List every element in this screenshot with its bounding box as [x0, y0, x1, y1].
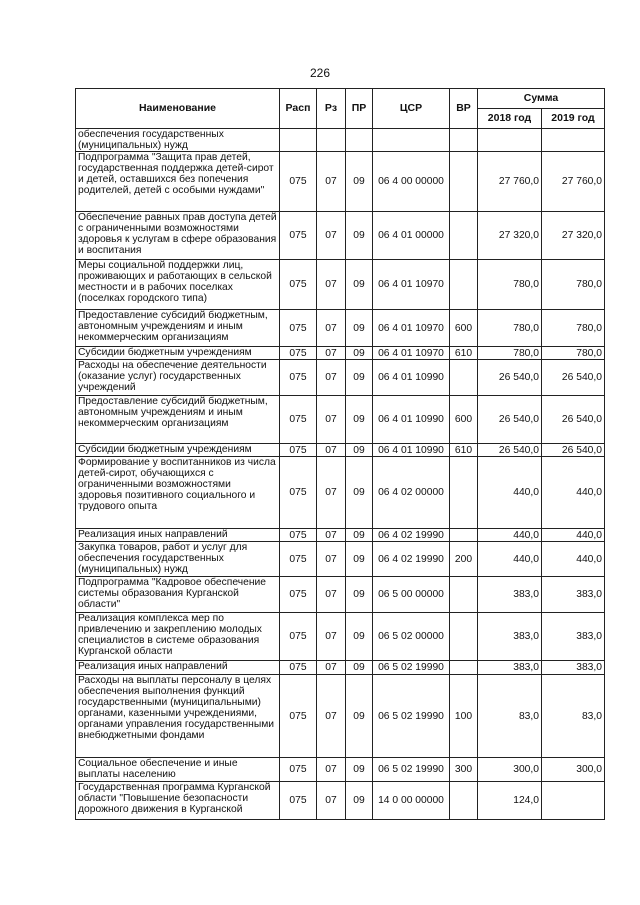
row-rz — [317, 129, 346, 152]
row-csr: 06 4 02 19990 — [373, 542, 450, 577]
row-pr: 09 — [346, 675, 373, 758]
row-rasp: 075 — [280, 529, 317, 542]
row-rasp: 075 — [280, 360, 317, 396]
table-row — [76, 396, 605, 444]
row-sum-2019 — [542, 782, 605, 820]
row-rz: 07 — [317, 661, 346, 675]
row-sum-2018: 83,0 — [478, 675, 542, 758]
header-year-2019: 2019 год — [542, 109, 605, 129]
row-vr — [450, 260, 478, 310]
table-body — [76, 129, 605, 820]
row-name: обеспечения государственных (муниципальных) нужд — [76, 129, 280, 152]
row-csr: 06 5 02 19990 — [373, 661, 450, 675]
row-rasp: 075 — [280, 782, 317, 820]
row-name: Формирование у воспитанников из числа детей-сирот, обучающихся с ограниченными возможностями здоровья позитивного социального и трудового опыта — [76, 457, 280, 529]
row-rz: 07 — [317, 152, 346, 212]
table-row — [76, 260, 605, 310]
row-rasp — [280, 129, 317, 152]
row-vr: 300 — [450, 758, 478, 782]
row-rz: 07 — [317, 577, 346, 613]
row-vr: 610 — [450, 444, 478, 457]
header-rasp: Расп — [280, 89, 317, 129]
row-sum-2019: 440,0 — [542, 529, 605, 542]
row-rasp: 075 — [280, 542, 317, 577]
budget-table — [75, 88, 605, 820]
row-vr — [450, 577, 478, 613]
row-rz: 07 — [317, 542, 346, 577]
row-vr — [450, 212, 478, 260]
row-rz: 07 — [317, 613, 346, 661]
row-rasp: 075 — [280, 212, 317, 260]
row-vr: 610 — [450, 347, 478, 360]
row-sum-2019: 780,0 — [542, 347, 605, 360]
row-rasp: 075 — [280, 152, 317, 212]
row-name: Реализация комплекса мер по привлечению и закреплению молодых специалистов в системе образования Курганской области — [76, 613, 280, 661]
row-sum-2018: 124,0 — [478, 782, 542, 820]
table-row — [76, 310, 605, 347]
row-sum-2019: 26 540,0 — [542, 396, 605, 444]
row-pr: 09 — [346, 758, 373, 782]
row-rz: 07 — [317, 529, 346, 542]
row-name: Подпрограмма "Защита прав детей, государственная поддержка детей-сирот и детей, оставшихся без попечения родителей, детей с особыми нуждами" — [76, 152, 280, 212]
table-row — [76, 577, 605, 613]
row-rasp: 075 — [280, 260, 317, 310]
table-row — [76, 347, 605, 360]
row-sum-2018: 300,0 — [478, 758, 542, 782]
row-pr — [346, 129, 373, 152]
row-name: Подпрограмма "Кадровое обеспечение системы образования Курганской области" — [76, 577, 280, 613]
row-rz: 07 — [317, 212, 346, 260]
row-sum-2018: 440,0 — [478, 457, 542, 529]
row-pr: 09 — [346, 457, 373, 529]
row-rasp: 075 — [280, 396, 317, 444]
table-row — [76, 542, 605, 577]
row-name: Меры социальной поддержки лиц, проживающих и работающих в сельской местности и в рабочих поселках (поселках городского типа) — [76, 260, 280, 310]
row-sum-2018: 780,0 — [478, 310, 542, 347]
row-pr: 09 — [346, 260, 373, 310]
row-name: Субсидии бюджетным учреждениям — [76, 347, 280, 360]
row-sum-2018: 27 760,0 — [478, 152, 542, 212]
row-vr: 600 — [450, 310, 478, 347]
row-rz: 07 — [317, 457, 346, 529]
row-sum-2019: 383,0 — [542, 613, 605, 661]
row-sum-2019: 780,0 — [542, 260, 605, 310]
header-csr: ЦСР — [373, 89, 450, 129]
row-pr: 09 — [346, 347, 373, 360]
row-sum-2018: 383,0 — [478, 661, 542, 675]
row-sum-2019: 383,0 — [542, 577, 605, 613]
row-name: Государственная программа Курганской области "Повышение безопасности дорожного движения в Курганской — [76, 782, 280, 820]
table-row — [76, 782, 605, 820]
row-pr: 09 — [346, 152, 373, 212]
row-rz: 07 — [317, 360, 346, 396]
row-csr: 06 5 02 00000 — [373, 613, 450, 661]
header-pr: ПР — [346, 89, 373, 129]
row-name: Предоставление субсидий бюджетным, автономным учреждениям и иным некоммерческим организациям — [76, 396, 280, 444]
row-rasp: 075 — [280, 661, 317, 675]
row-vr — [450, 129, 478, 152]
row-rasp: 075 — [280, 310, 317, 347]
table-row — [76, 212, 605, 260]
row-sum-2018 — [478, 129, 542, 152]
row-csr: 06 5 00 00000 — [373, 577, 450, 613]
row-rasp: 075 — [280, 577, 317, 613]
row-rz: 07 — [317, 444, 346, 457]
row-rz: 07 — [317, 782, 346, 820]
table-row — [76, 758, 605, 782]
row-sum-2018: 440,0 — [478, 542, 542, 577]
row-sum-2018: 440,0 — [478, 529, 542, 542]
row-vr — [450, 613, 478, 661]
row-pr: 09 — [346, 542, 373, 577]
row-rasp: 075 — [280, 347, 317, 360]
row-name: Закупка товаров, работ и услуг для обеспечения государственных (муниципальных) нужд — [76, 542, 280, 577]
row-vr: 200 — [450, 542, 478, 577]
row-pr: 09 — [346, 444, 373, 457]
row-sum-2018: 383,0 — [478, 613, 542, 661]
row-rz: 07 — [317, 347, 346, 360]
row-csr: 06 4 01 10990 — [373, 396, 450, 444]
row-rasp: 075 — [280, 457, 317, 529]
row-sum-2018: 383,0 — [478, 577, 542, 613]
row-rz: 07 — [317, 758, 346, 782]
row-csr: 06 4 01 10970 — [373, 310, 450, 347]
row-sum-2019: 27 760,0 — [542, 152, 605, 212]
row-pr: 09 — [346, 782, 373, 820]
row-sum-2018: 27 320,0 — [478, 212, 542, 260]
table-row — [76, 661, 605, 675]
row-vr — [450, 661, 478, 675]
row-sum-2019: 26 540,0 — [542, 444, 605, 457]
row-name: Предоставление субсидий бюджетным, автономным учреждениям и иным некоммерческим организациям — [76, 310, 280, 347]
row-rz: 07 — [317, 675, 346, 758]
row-sum-2019: 440,0 — [542, 457, 605, 529]
row-pr: 09 — [346, 360, 373, 396]
table-row — [76, 152, 605, 212]
row-csr — [373, 129, 450, 152]
table-row — [76, 360, 605, 396]
table-row — [76, 444, 605, 457]
row-sum-2019: 83,0 — [542, 675, 605, 758]
row-csr: 06 4 02 19990 — [373, 529, 450, 542]
table-row — [76, 675, 605, 758]
row-rz: 07 — [317, 260, 346, 310]
header-vr: ВР — [450, 89, 478, 129]
row-sum-2019: 300,0 — [542, 758, 605, 782]
row-sum-2019: 26 540,0 — [542, 360, 605, 396]
header-name: Наименование — [76, 89, 280, 129]
row-sum-2018: 780,0 — [478, 260, 542, 310]
row-pr: 09 — [346, 396, 373, 444]
row-csr: 06 5 02 19990 — [373, 758, 450, 782]
row-name: Социальное обеспечение и иные выплаты населению — [76, 758, 280, 782]
row-pr: 09 — [346, 212, 373, 260]
row-pr: 09 — [346, 613, 373, 661]
row-vr — [450, 360, 478, 396]
row-pr: 09 — [346, 529, 373, 542]
row-name: Реализация иных направлений — [76, 529, 280, 542]
table-header — [76, 89, 605, 129]
row-csr: 06 4 01 10970 — [373, 260, 450, 310]
row-vr: 100 — [450, 675, 478, 758]
row-vr — [450, 529, 478, 542]
row-rasp: 075 — [280, 613, 317, 661]
table-row — [76, 457, 605, 529]
row-csr: 06 4 01 00000 — [373, 212, 450, 260]
table-row — [76, 529, 605, 542]
header-year-2018: 2018 год — [478, 109, 542, 129]
row-name: Субсидии бюджетным учреждениям — [76, 444, 280, 457]
row-name: Расходы на выплаты персоналу в целях обеспечения выполнения функций государственными (муниципальными) органами, казенными учреждениями, органами управления государственными внебюджетными фондами — [76, 675, 280, 758]
row-rz: 07 — [317, 396, 346, 444]
row-sum-2019: 383,0 — [542, 661, 605, 675]
row-vr — [450, 457, 478, 529]
row-pr: 09 — [346, 661, 373, 675]
row-sum-2019: 27 320,0 — [542, 212, 605, 260]
row-csr: 14 0 00 00000 — [373, 782, 450, 820]
row-csr: 06 4 01 10990 — [373, 360, 450, 396]
row-csr: 06 4 02 00000 — [373, 457, 450, 529]
row-sum-2019: 440,0 — [542, 542, 605, 577]
row-sum-2018: 26 540,0 — [478, 396, 542, 444]
row-csr: 06 4 01 10970 — [373, 347, 450, 360]
row-name: Обеспечение равных прав доступа детей с ограниченными возможностями здоровья к услугам в сфере образования и воспитания — [76, 212, 280, 260]
row-vr — [450, 782, 478, 820]
row-name: Расходы на обеспечение деятельности (оказание услуг) государственных учреждений — [76, 360, 280, 396]
header-rz: Рз — [317, 89, 346, 129]
row-csr: 06 4 00 00000 — [373, 152, 450, 212]
row-vr — [450, 152, 478, 212]
row-sum-2018: 780,0 — [478, 347, 542, 360]
row-name: Реализация иных направлений — [76, 661, 280, 675]
row-rz: 07 — [317, 310, 346, 347]
row-csr: 06 5 02 19990 — [373, 675, 450, 758]
row-rasp: 075 — [280, 758, 317, 782]
row-pr: 09 — [346, 310, 373, 347]
table-row — [76, 129, 605, 152]
table-row — [76, 613, 605, 661]
row-rasp: 075 — [280, 675, 317, 758]
header-sum: Сумма — [478, 89, 605, 109]
row-vr: 600 — [450, 396, 478, 444]
row-sum-2019: 780,0 — [542, 310, 605, 347]
row-rasp: 075 — [280, 444, 317, 457]
row-sum-2018: 26 540,0 — [478, 360, 542, 396]
page-number: 226 — [309, 66, 331, 80]
row-csr: 06 4 01 10990 — [373, 444, 450, 457]
row-sum-2018: 26 540,0 — [478, 444, 542, 457]
row-sum-2019 — [542, 129, 605, 152]
row-pr: 09 — [346, 577, 373, 613]
